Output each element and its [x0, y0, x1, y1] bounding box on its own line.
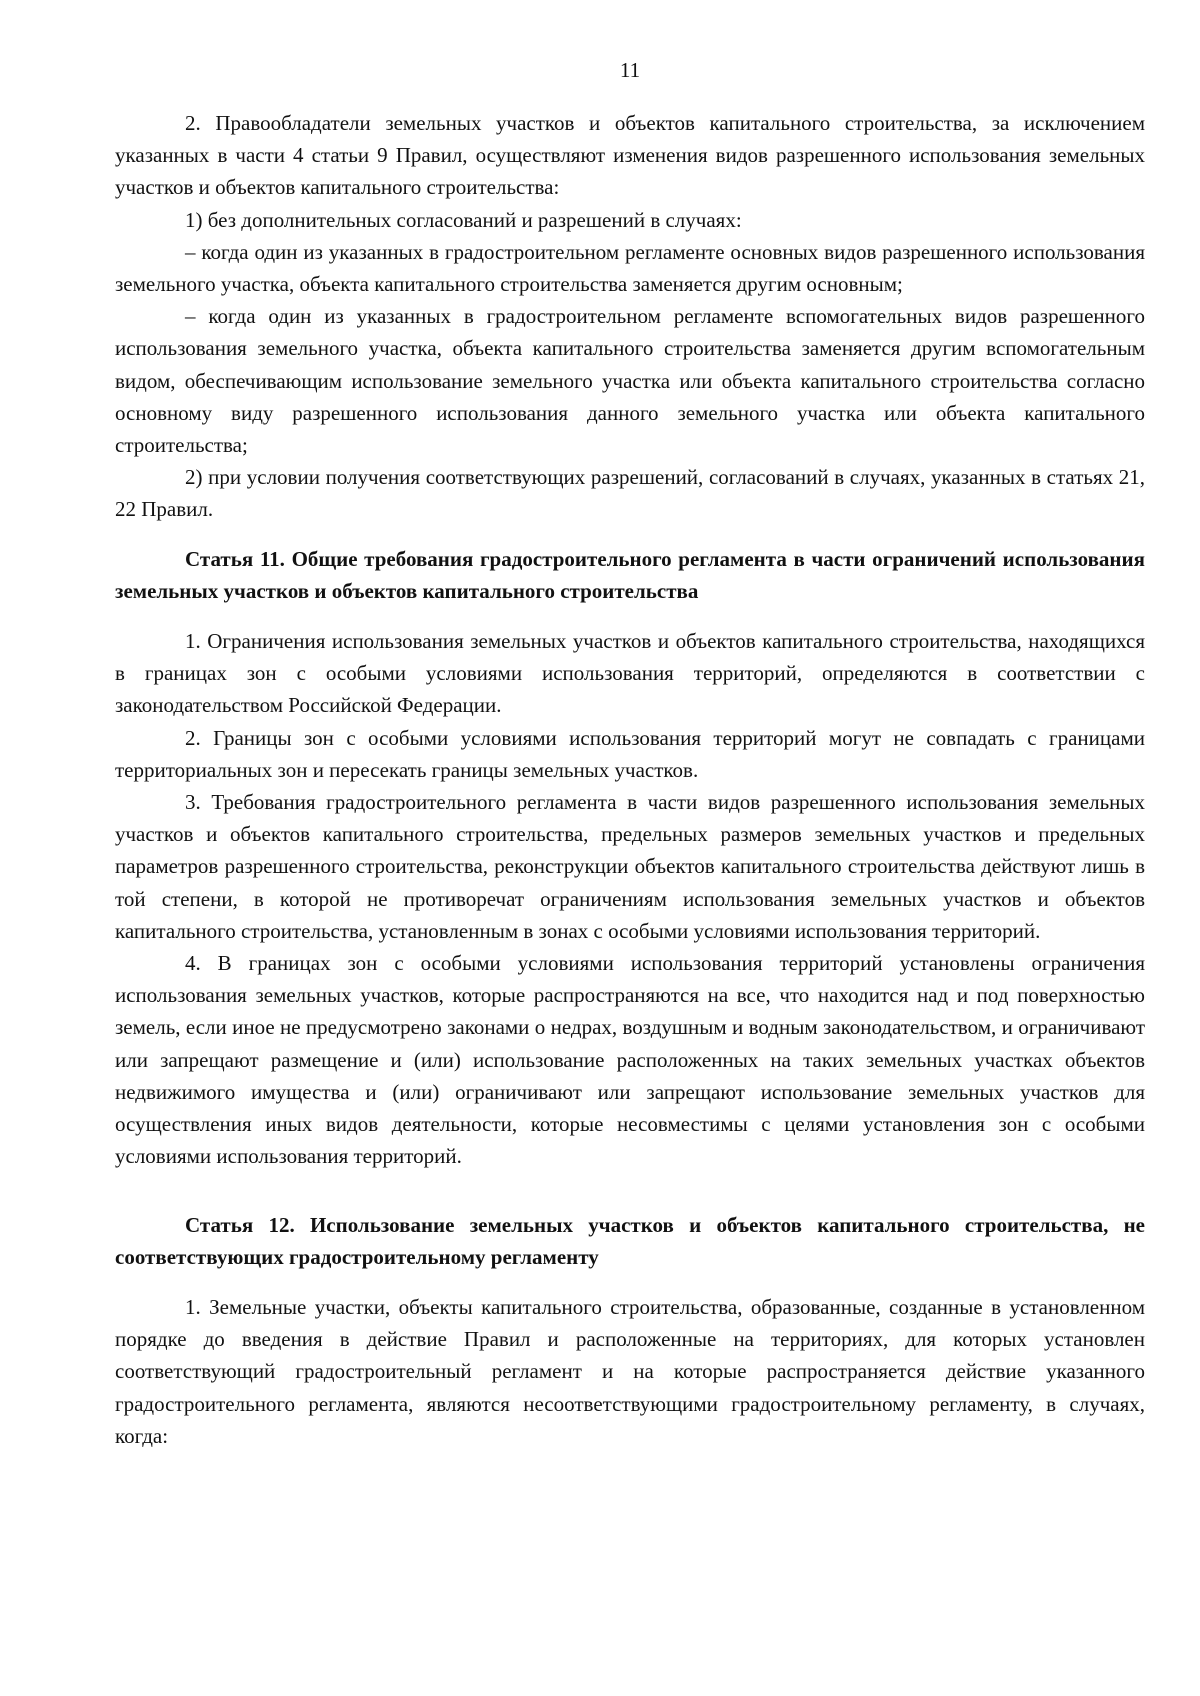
list-item: – когда один из указанных в градостроительном регламенте основных видов разрешенного использования земельного участка, объекта капитального строительства заменяется другим основным; — [115, 239, 1145, 297]
article-11-body — [115, 625, 1145, 1172]
article-12-heading: Статья 12. Использование земельных участков и объектов капитального строительства, не соответствующих градостроительному регламенту — [115, 1213, 1145, 1270]
article-12-body — [115, 1291, 1145, 1452]
paragraph: 2. Границы зон с особыми условиями использования территорий могут не совпадать с границами территориальных зон и пересекать границы земельных участков. — [115, 725, 1145, 782]
paragraph: 3. Требования градостроительного регламента в части видов разрешенного использования земельных участков и объектов капитального строительства, предельных размеров земельных участков и предельных параметров разрешенного строительства, реконструкции объектов капитального строительства действуют лишь в той степени, в которой не противоречат ограничениям использования земельных участков и объектов капитального строительства, установленным в зонах с особыми условиями использования территорий. — [115, 790, 1145, 943]
paragraph: 2. Правообладатели земельных участков и объектов капитального строительства, за исключением указанных в части 4 статьи 9 Правил, осуществляют изменения видов разрешенного использования земельных участков и объектов капитального строительства: — [115, 111, 1145, 200]
section-a — [115, 107, 1145, 526]
paragraph: 1) без дополнительных согласований и разрешений в случаях: — [185, 207, 742, 232]
list-item: – когда один из указанных в градостроительном регламенте вспомогательных видов разрешенного использования земельного участка, объекта капитального строительства заменяется другим вспомогательным видом, обеспечивающим использование земельного участка или объекта капитального строительства согласно основному виду разрешенного использования данного земельного участка или объекта капитального строительства; — [115, 304, 1145, 458]
paragraph: 1. Ограничения использования земельных участков и объектов капитального строительства, находящихся в границах зон с особыми условиями использования территорий, определяются в соответствии с законодательством Российской Федерации. — [115, 629, 1145, 718]
page-number: 11 — [619, 58, 641, 82]
paragraph: 1. Земельные участки, объекты капитального строительства, образованные, созданные в установленном порядке до введения в действие Правил и расположенные на территориях, для которых установлен соответствующий градостроительный регламент и на которые распространяется действие указанного градостроительного регламента, являются несоответствующими градостроительному регламенту, в случаях, когда: — [115, 1295, 1145, 1448]
paragraph: 2) при условии получения соответствующих разрешений, согласований в случаях, указанных в статьях 21, 22 Правил. — [115, 465, 1145, 522]
article-11-heading: Статья 11. Общие требования градостроительного регламента в части ограничений использования земельных участков и объектов капитального строительства — [115, 547, 1145, 604]
paragraph: 4. В границах зон с особыми условиями использования территорий установлены ограничения использования земельных участков, которые распространяются на все, что находится над и под поверхностью земель, если иное не предусмотрено законами о недрах, воздушным и водным законодательством, и ограничивают или запрещают размещение и (или) использование расположенных на таких земельных участках объектов недвижимого имущества и (или) ограничивают или запрещают использование земельных участков для осуществления иных видов деятельности, которые несовместимы с целями установления зон с особыми условиями использования территорий. — [115, 951, 1145, 1169]
